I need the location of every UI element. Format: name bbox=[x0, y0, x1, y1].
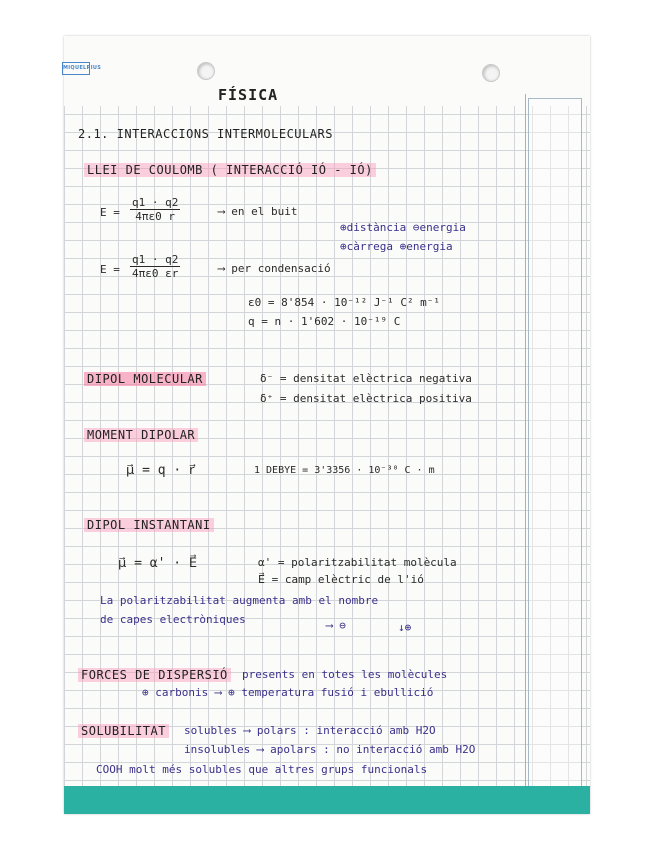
trend-symbol-2: ↓⊕ bbox=[398, 621, 412, 634]
binder-hole-left bbox=[197, 62, 215, 80]
solubility-line-3: COOH molt més solubles que altres grups funcionals bbox=[96, 763, 428, 776]
margin-line bbox=[525, 94, 526, 791]
formula-2-lhs: E = bbox=[100, 263, 120, 276]
formula-1-denominator: 4πε0 r bbox=[135, 210, 176, 223]
charge-formula: q = n · 1'602 · 10⁻¹⁹ C bbox=[248, 315, 401, 328]
polarizability-note-1: La polaritzabilitat augmenta amb el nombre bbox=[100, 594, 379, 607]
formula-1-fraction bbox=[130, 196, 180, 223]
polarizability-note-2: de capes electròniques bbox=[100, 613, 246, 626]
instant-dipole-heading: DIPOL INSTANTANI bbox=[84, 518, 214, 532]
polarizability-definition: α' = polaritzabilitat molècula bbox=[258, 556, 457, 569]
epsilon-zero: ε0 = 8'854 · 10⁻¹² J⁻¹ C² m⁻¹ bbox=[248, 296, 441, 309]
section-title: 2.1. INTERACCIONS INTERMOLECULARS bbox=[78, 127, 333, 141]
moment-formula: μ⃗ = q · r⃗ bbox=[126, 463, 195, 478]
page-title: FÍSICA bbox=[218, 86, 279, 104]
side-margin-box bbox=[528, 98, 582, 790]
formula-2-note: ⟶ per condensació bbox=[218, 262, 331, 275]
instant-dipole-formula: μ⃗ = α' · E⃗ bbox=[118, 556, 198, 571]
binder-hole-right bbox=[482, 64, 500, 82]
dispersion-line-1: presents en totes les molècules bbox=[242, 668, 448, 681]
coulomb-heading: LLEI DE COULOMB ( INTERACCIÓ IÓ - IÓ) bbox=[84, 163, 376, 177]
formula-2-fraction bbox=[130, 253, 180, 280]
solubility-line-1: solubles ⟶ polars : interacció amb H2O bbox=[184, 724, 436, 737]
formula-2-numerator: q1 · q2 bbox=[132, 253, 179, 266]
page-top-margin bbox=[64, 36, 590, 106]
solubility-heading: SOLUBILITAT bbox=[78, 724, 169, 738]
debye-definition: 1 DEBYE = 3'3356 · 10⁻³⁰ C · m bbox=[254, 465, 435, 476]
formula-1-lhs: E = bbox=[100, 206, 120, 219]
bottom-color-band bbox=[64, 786, 590, 814]
formula-2-denominator: 4πε0 εr bbox=[132, 267, 179, 280]
rule-charge: ⊕càrrega ⊕energia bbox=[340, 240, 453, 253]
rule-distance: ⊕distància ⊖energia bbox=[340, 221, 466, 234]
formula-1-note: ⟶ en el buit bbox=[218, 205, 298, 218]
brand-logo: MIQUELRIUS bbox=[62, 62, 90, 75]
dispersion-line-2: ⊕ carbonis ⟶ ⊕ temperatura fusió i ebullició bbox=[142, 686, 434, 699]
delta-negative: δ⁻ = densitat elèctrica negativa bbox=[260, 372, 472, 385]
trend-symbol-1: ⟶ ⊖ bbox=[326, 619, 346, 632]
dipol-heading: DIPOL MOLECULAR bbox=[84, 372, 206, 386]
solubility-line-2: insolubles ⟶ apolars : no interacció amb H2O bbox=[184, 743, 476, 756]
dispersion-heading: FORCES DE DISPERSIÓ bbox=[78, 668, 231, 682]
formula-1-numerator: q1 · q2 bbox=[132, 196, 179, 209]
delta-positive: δ⁺ = densitat elèctrica positiva bbox=[260, 392, 472, 405]
electric-field-definition: E⃗ = camp elèctric de l'ió bbox=[258, 573, 424, 586]
moment-heading: MOMENT DIPOLAR bbox=[84, 428, 198, 442]
